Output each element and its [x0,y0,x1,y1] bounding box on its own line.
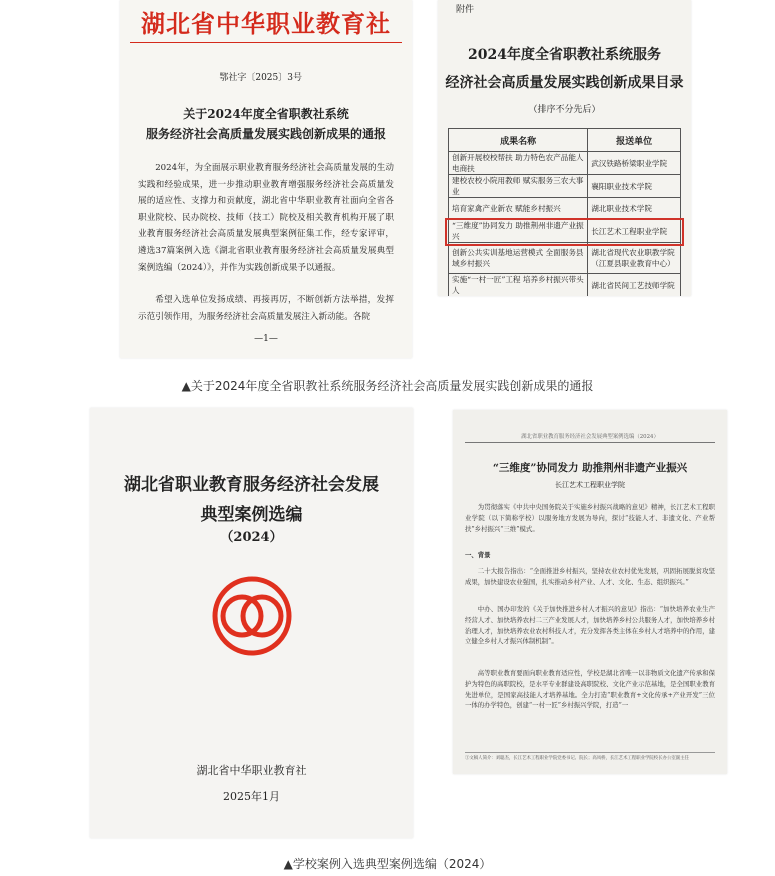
submitting-unit: 长江艺术工程职业学院 [588,220,681,243]
page-number: —1— [254,334,278,344]
table-row [449,274,681,297]
result-name: “三维度”协同发力 助推荆州非遗产业振兴 [449,220,588,243]
header-rule [465,442,715,443]
submitting-unit: 湖北省现代农业职教学院（江夏县职业教育中心） [588,243,681,274]
highlight-box [445,218,684,246]
running-head: 湖北省职业教育服务经济社会发展典型案例选编（2024） [521,434,659,440]
section-heading: 一、背景 [465,551,491,559]
table-row [449,152,681,175]
letterhead-divider [130,42,402,43]
article-author: 长江艺术工程职业学院 [555,481,625,489]
footnote: ①文稿人简介：刘聪杰，长江艺术工程职业学院党委书记、院长；高凤桥，长江艺术工程职业学院校长办公室副主任 [465,752,715,761]
article-paragraph: 为贯彻落实《中共中央国务院关于实施乡村振兴战略的意见》精神，长江艺术工程职业学院（以下简称学校）以服务地方发展为导向，探讨“技能人才、非遗文化、产业帮扶”乡村振兴“三维”模式。 [465,503,715,533]
article-paragraph: 二十大报告指出：“全面推进乡村振兴，坚持农业农村优先发展，巩固拓展脱贫攻坚成果，加快建设农业强国，扎实推动乡村产业、人才、文化、生态、组织振兴。” [465,567,715,586]
table-header-row [449,129,681,152]
attachment-label: 附件 [456,5,475,15]
cover-publisher: 湖北省中华职业教育社 [196,764,307,777]
table-row [449,198,681,220]
result-name: 建校农校小院用教师 赋实服务三农大事业 [449,175,588,198]
results-list-document-image [438,0,691,296]
caption-notice: ▲关于2024年度全省职教社系统服务经济社会高质量发展实践创新成果的通报 [181,379,594,393]
document-number: 鄂社字〔2025〕3号 [219,73,302,83]
cover-title-line1: 湖北省职业教育服务经济社会发展 [124,475,379,495]
article-paragraph: 高等职业教育要面向职业教育适应性，学校是湖北省唯一以非物质文化遗产传承和保护为特色的高职院校，是水平专业群建设高职院校、文化产业示范基地，是全国职业教育先进单位，是国家高技能人才培养基地。全力打造“职业教育+文化传承+产业开发”三位一体的办学特色，创建“一村一匠”乡村振兴学院，打造“一 [465,669,715,710]
column-header-unit: 报送单位 [588,129,681,152]
submitting-unit: 湖北省民间工艺技师学院 [588,274,681,297]
list-title-line1: 2024年度全省职教社系统服务 [468,47,661,63]
table-row [449,243,681,274]
cover-title-line2: 典型案例选编 [200,505,303,525]
list-title-line2: 经济社会高质量发展实践创新成果目录 [445,75,684,91]
article-paragraph: 中办、国办印发的《关于加快推进乡村人才振兴的意见》指出：“加快培养农业生产经营人才、加快培养农村二三产业发展人才，加快培养乡村公共服务人才，加快培养乡村治理人才，加快培养农业农村科技人才，充分发挥各类主体在乡村人才培养中的作用，建立健全乡村人才振兴体制机制”。 [465,605,715,646]
casebook-cover-image [90,408,413,838]
result-name: 创新公共实训基地运营模式 全面服务县域乡村振兴 [449,243,588,274]
cover-year: （2024） [220,530,283,545]
notice-body-paragraph-2: 希望入选单位发扬成绩、再接再厉，不断创新方法举措，发挥示范引领作用，为服务经济社会高质量发展注入新动能。各院 [138,295,394,322]
results-table [448,128,681,296]
cover-date: 2025年1月 [223,790,280,803]
column-header-result: 成果名称 [449,129,588,152]
org-letterhead: 湖北省中华职业教育社 [141,9,391,38]
ordering-note: （排序不分先后） [528,105,601,115]
submitting-unit: 武汉铁路桥梁职业学院 [588,152,681,175]
notice-body-paragraph: 2024年，为全面展示职业教育服务经济社会高质量发展的生动实践和经验成果，进一步推动职业教育增强服务经济社会高质量发展的适应性、支撑力和贡献度，湖北省中华职业教育社面向全省各职业院校、民办院校、技师（技工）院校及相关教育机构开展了职业教育服务经济社会高质量发展典型案例征集工作，经专家评审，遴选37篇案例入选《湖北省职业教育服务经济社会高质量发展典型案例选编（2024）》，并作为实践创新成果予以通报。 [138,163,394,273]
result-name: 实施“一村一匠”工程 培养乡村振兴带头人 [449,274,588,297]
notice-document-image [120,0,412,358]
case-article-page-image [453,410,727,774]
submitting-unit: 湖北职业技术学院 [588,198,681,220]
org-logo-icon [212,576,292,656]
article-title: “三维度”协同发力 助推荆州非遗产业振兴 [492,462,688,474]
notice-title-line2: 服务经济社会高质量发展实践创新成果的通报 [145,127,386,141]
caption-casebook: ▲学校案例入选典型案例选编（2024） [283,857,492,871]
result-name: 培育家禽产业新农 赋能乡村振兴 [449,198,588,220]
submitting-unit: 襄阳职业技术学院 [588,175,681,198]
table-row [449,175,681,198]
notice-title [120,104,412,144]
notice-title-line1: 关于2024年度全省职教社系统 [183,107,349,121]
result-name: 创新开展校校帮扶 助力特色农产品能人电商扶 [449,152,588,175]
